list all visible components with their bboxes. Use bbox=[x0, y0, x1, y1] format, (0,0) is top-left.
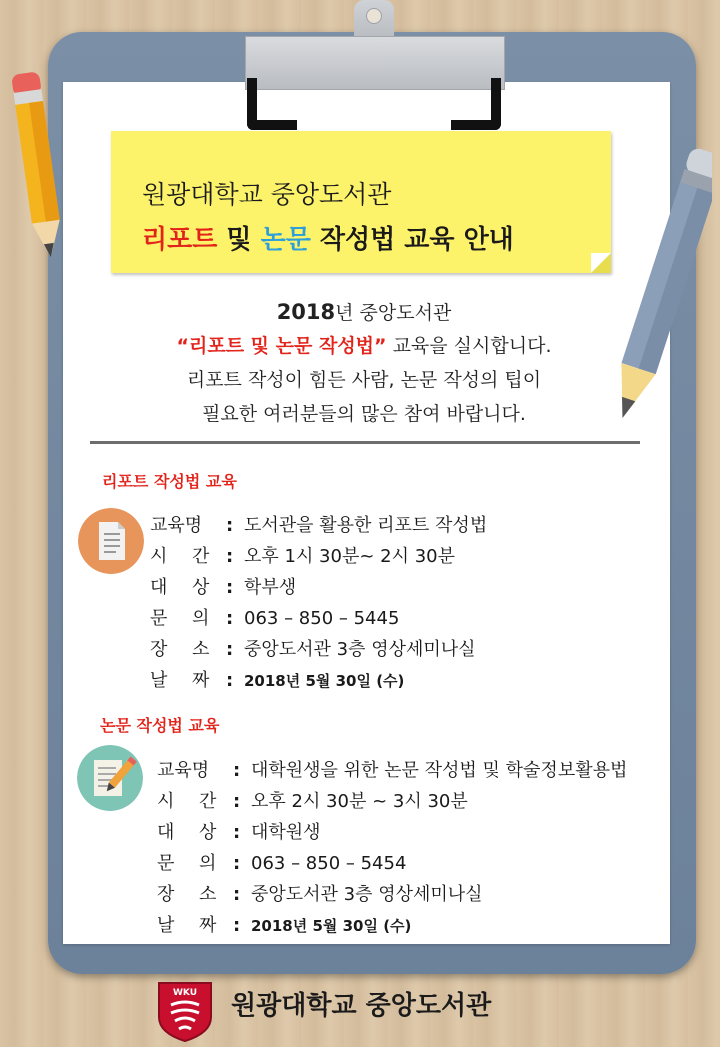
row-label: 교육명 bbox=[157, 760, 210, 781]
intro-year: 2018 bbox=[276, 300, 336, 324]
detail-row bbox=[150, 603, 487, 634]
row-separator: : bbox=[233, 884, 241, 905]
row-separator: : bbox=[226, 608, 234, 629]
intro-quote: “리포트 및 논문 작성법” bbox=[176, 335, 387, 357]
row-label-b: 상 bbox=[199, 822, 217, 843]
row-label-a: 대 bbox=[157, 822, 175, 843]
detail-row bbox=[157, 817, 627, 848]
footer-org-name: 원광대학교 중앙도서관 bbox=[231, 991, 492, 1021]
row-label-a: 장 bbox=[157, 884, 175, 905]
row-label-b: 짜 bbox=[199, 915, 217, 936]
row-separator: : bbox=[226, 577, 234, 598]
row-label-a: 시 bbox=[157, 791, 175, 812]
intro-line-2 bbox=[90, 329, 638, 363]
row-label-b: 의 bbox=[192, 608, 210, 629]
detail-row bbox=[157, 848, 627, 879]
row-separator: : bbox=[233, 760, 241, 781]
row-value: 대학원생을 위한 논문 작성법 및 학술정보활용법 bbox=[251, 760, 628, 781]
detail-row bbox=[150, 510, 487, 541]
clipboard-clip bbox=[245, 26, 503, 122]
row-value: 학부생 bbox=[244, 577, 297, 598]
row-value: 오후 2시 30분 ~ 3시 30분 bbox=[251, 791, 468, 812]
intro-line-1-rest: 년 중앙도서관 bbox=[335, 302, 452, 324]
intro-line-4: 필요한 여러분들의 많은 참여 바랍니다. bbox=[202, 403, 526, 425]
heading-and: 및 bbox=[217, 225, 261, 255]
row-label: 교육명 bbox=[150, 515, 203, 536]
detail-row bbox=[150, 572, 487, 603]
intro-text bbox=[90, 295, 638, 431]
wku-logo-icon bbox=[157, 981, 213, 1043]
row-separator: : bbox=[226, 639, 234, 660]
row-label-b: 의 bbox=[199, 853, 217, 874]
heading-rest: 작성법 교육 안내 bbox=[310, 225, 514, 255]
row-value: 063 – 850 – 5454 bbox=[251, 853, 407, 874]
detail-row bbox=[150, 541, 487, 572]
row-label-b: 상 bbox=[192, 577, 210, 598]
heading-thesis: 논문 bbox=[260, 225, 311, 255]
row-label-a: 장 bbox=[150, 639, 168, 660]
row-value: 오후 1시 30분~ 2시 30분 bbox=[244, 546, 456, 567]
row-value: 063 – 850 – 5445 bbox=[244, 608, 400, 629]
yellow-pencil-icon bbox=[10, 66, 70, 266]
intro-line-3: 리포트 작성이 힘든 사람, 논문 작성의 팁이 bbox=[186, 369, 542, 391]
heading-report: 리포트 bbox=[142, 225, 218, 255]
row-label-a: 날 bbox=[157, 915, 175, 936]
detail-row bbox=[150, 634, 487, 665]
logo-text: WKU bbox=[172, 988, 198, 998]
row-label-b: 소 bbox=[199, 884, 217, 905]
row-separator: : bbox=[233, 822, 241, 843]
row-value: 2018년 5월 30일 (수) bbox=[251, 917, 412, 935]
detail-row bbox=[157, 879, 627, 910]
row-label-a: 문 bbox=[150, 608, 168, 629]
section2-details bbox=[157, 755, 627, 941]
row-label-b: 간 bbox=[192, 546, 210, 567]
row-separator: : bbox=[233, 915, 241, 936]
row-separator: : bbox=[233, 791, 241, 812]
row-separator: : bbox=[233, 853, 241, 874]
detail-row bbox=[157, 786, 627, 817]
row-label-b: 짜 bbox=[192, 670, 210, 691]
detail-row bbox=[157, 910, 627, 941]
row-value: 2018년 5월 30일 (수) bbox=[244, 672, 405, 690]
row-label-a: 문 bbox=[157, 853, 175, 874]
notice-heading bbox=[142, 219, 514, 256]
section-title-thesis: 논문 작성법 교육 bbox=[100, 716, 220, 735]
row-label-a: 시 bbox=[150, 546, 168, 567]
detail-row bbox=[150, 665, 487, 696]
divider bbox=[90, 441, 640, 444]
notepad-pencil-icon bbox=[77, 745, 143, 811]
intro-line-2-rest: 교육을 실시합니다. bbox=[386, 335, 552, 357]
detail-row bbox=[157, 755, 627, 786]
library-title: 원광대학교 중앙도서관 bbox=[142, 180, 392, 209]
row-value: 대학원생 bbox=[251, 822, 321, 843]
row-value: 중앙도서관 3층 영상세미나실 bbox=[251, 884, 483, 905]
row-value: 중앙도서관 3층 영상세미나실 bbox=[244, 639, 476, 660]
row-value: 도서관을 활용한 리포트 작성법 bbox=[244, 515, 488, 536]
section-title-report: 리포트 작성법 교육 bbox=[102, 472, 237, 491]
document-icon bbox=[78, 508, 144, 574]
row-separator: : bbox=[226, 515, 234, 536]
title-sticky-note bbox=[111, 131, 611, 273]
row-label-b: 간 bbox=[199, 791, 217, 812]
row-label-a: 대 bbox=[150, 577, 168, 598]
row-label-b: 소 bbox=[192, 639, 210, 660]
row-label-a: 날 bbox=[150, 670, 168, 691]
row-separator: : bbox=[226, 670, 234, 691]
section1-details bbox=[150, 510, 487, 696]
row-separator: : bbox=[226, 546, 234, 567]
intro-line-1 bbox=[90, 295, 638, 329]
